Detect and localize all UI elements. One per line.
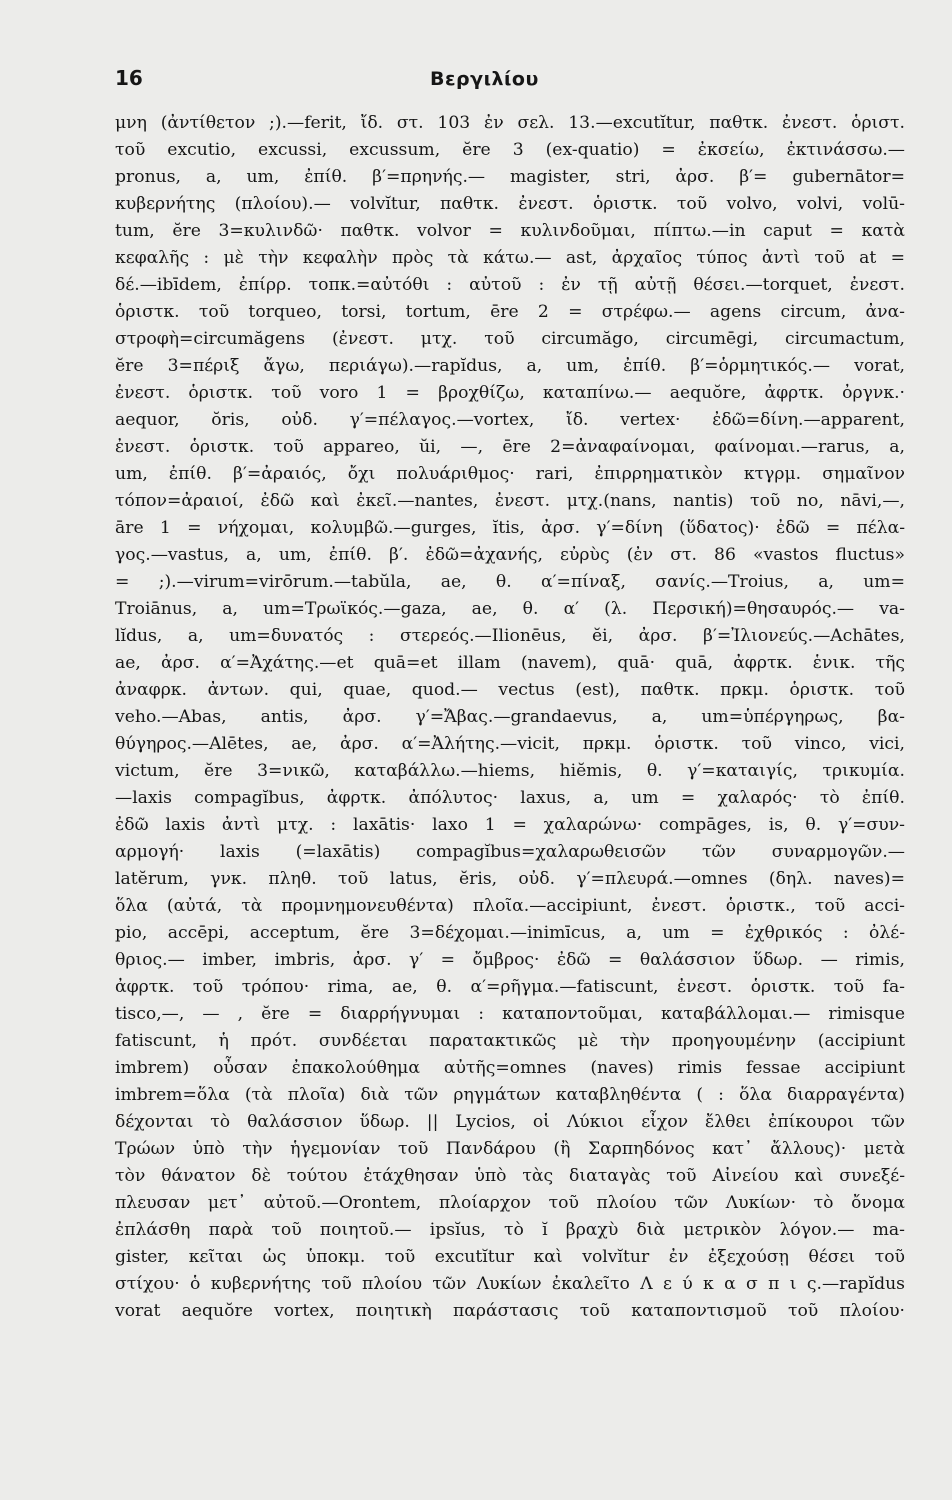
text-line: pio, accēpi, acceptum, ĕre 3=δέχομαι.—inimīcus, a, um = ἐχθρικός : ὀλέ- <box>115 923 905 943</box>
text-line: Τρώων ὑπὸ τὴν ἡγεμονίαν τοῦ Πανδάρου (ἢ Σαρπηδόνος κατ᾽ ἄλλους)· μετὰ <box>115 1139 905 1159</box>
text-line: ἐνεστ. ὁριστκ. τοῦ voro 1 = βροχθίζω, καταπίνω.— aequŏre, ἀφρτκ. ὀργνκ.· <box>115 383 905 403</box>
text-line: κεφαλῆς : μὲ τὴν κεφαλὴν πρὸς τὰ κάτω.— ast, ἀρχαῖος τύπος ἀντὶ τοῦ at = <box>115 248 905 268</box>
text-line: πλευσαν μετ᾽ αὐτοῦ.—Orontem, πλοίαρχον τοῦ πλοίου τῶν Λυκίων· τὸ ὄνομα <box>115 1193 905 1213</box>
text-line: āre 1 = νήχομαι, κολυμβῶ.—gurges, ĭtis, ἀρσ. γ′=δίνη (ὕδατος)· ἐδῶ = πέλα- <box>115 518 905 538</box>
text-line: στίχου· ὁ κυβερνήτης τοῦ πλοίου τῶν Λυκίων ἐκαλεῖτο Λ ε ύ κ α σ π ι ς.—rapĭdus <box>115 1274 905 1294</box>
text-line: θριος.— imber, imbris, ἀρσ. γ′ = ὄμβρος· ἐδῶ = θαλάσσιον ὕδωρ. — rimis, <box>115 950 905 970</box>
text-line: fatiscunt, ἡ πρότ. συνδέεται παρατακτικῶς μὲ τὴν προηγουμένην (accipiunt <box>115 1031 905 1051</box>
text-line: tum, ĕre 3=κυλινδῶ· παθτκ. volvor = κυλινδοῦμαι, πίπτω.—in caput = κατὰ <box>115 221 905 241</box>
text-line: vorat aequŏre vortex, ποιητικὴ παράστασις τοῦ καταποντισμοῦ τοῦ πλοίου· <box>115 1301 905 1321</box>
text-line: τὸν θάνατον δὲ τούτου ἐτάχθησαν ὑπὸ τὰς διαταγὰς τοῦ Αἰνείου καὶ συνεξέ- <box>115 1166 905 1186</box>
page-number: 16 <box>115 66 143 90</box>
text-line: imbrem=ὅλα (τὰ πλοῖα) διὰ τῶν ρηγμάτων καταβληθέντα ( : ὅλα διαρραγέντα) <box>115 1085 905 1105</box>
text-line: τόπον=ἀραιοί, ἐδῶ καὶ ἐκεῖ.—nantes, ἐνεστ. μτχ.(nans, nantis) τοῦ no, nāvi,—, <box>115 491 905 511</box>
text-line: μνη (ἀντίθετον ;).—ferit, ἴδ. στ. 103 ἐν σελ. 13.—excutĭtur, παθτκ. ἐνεστ. ὁριστ. <box>115 113 905 133</box>
text-line: ἀναφρκ. ἀντων. qui, quae, quod.— vectus (est), παθτκ. πρκμ. ὁριστκ. τοῦ <box>115 680 905 700</box>
text-line: victum, ĕre 3=νικῶ, καταβάλλω.—hiems, hiĕmis, θ. γ′=καταιγίς, τρικυμία. <box>115 761 905 781</box>
text-line: Troiānus, a, um=Τρωϊκός.—gaza, ae, θ. α′ (λ. Περσική)=θησαυρός.— va- <box>115 599 905 619</box>
text-line: δέ.—ibīdem, ἐπίρρ. τοπκ.=αὐτόθι : αὐτοῦ : ἐν τῇ αὐτῇ θέσει.—torquet, ἐνεστ. <box>115 275 905 295</box>
text-line: θύγηρος.—Alētes, ae, ἀρσ. α′=Ἀλήτης.—vicit, πρκμ. ὁριστκ. τοῦ vinco, vici, <box>115 734 905 754</box>
text-line: ὁριστκ. τοῦ torqueo, torsi, tortum, ēre 2 = στρέφω.— agens circum, ἀνα- <box>115 302 905 322</box>
text-line: ἀφρτκ. τοῦ τρόπου· rima, ae, θ. α′=ρῆγμα.—fatiscunt, ἐνεστ. ὁριστκ. τοῦ fa- <box>115 977 905 997</box>
text-line: κυβερνήτης (πλοίου).— volvĭtur, παθτκ. ἐνεστ. ὁριστκ. τοῦ volvo, volvi, volū- <box>115 194 905 214</box>
commentary-text <box>115 110 905 1325</box>
text-line: tisco,—, — , ĕre = διαρρήγνυμαι : καταποντοῦμαι, καταβάλλομαι.— rimisque <box>115 1004 905 1024</box>
text-line: aequor, ŏris, οὐδ. γ′=πέλαγος.—vortex, ἴδ. vertex· ἐδῶ=δίνη.—apparent, <box>115 410 905 430</box>
text-line: = ;).—virum=virōrum.—tabŭla, ae, θ. α′=πίναξ, σανίς.—Troius, a, um= <box>115 572 905 592</box>
text-line: pronus, a, um, ἐπίθ. β′=πρηνής.— magister, stri, ἀρσ. β′= gubernātor= <box>115 167 905 187</box>
text-line: imbrem) οὖσαν ἐπακολούθημα αὐτῆς=omnes (naves) rimis fessae accipiunt <box>115 1058 905 1078</box>
text-line: um, ἐπίθ. β′=ἀραιός, ὄχι πολυάριθμος· rari, ἐπιρρηματικὸν κτγρμ. σημαῖνον <box>115 464 905 484</box>
text-line: ἐδῶ laxis ἀντὶ μτχ. : laxātis· laxo 1 = χαλαρώνω· compāges, is, θ. γ′=συν- <box>115 815 905 835</box>
text-line: δέχονται τὸ θαλάσσιον ὕδωρ. || Lycios, οἱ Λύκιοι εἶχον ἔλθει ἐπίκουροι τῶν <box>115 1112 905 1132</box>
text-line: —laxis compagĭbus, ἀφρτκ. ἀπόλυτος· laxus, a, um = χαλαρός· τὸ ἐπίθ. <box>115 788 905 808</box>
text-line: ὅλα (αὐτά, τὰ προμνημονευθέντα) πλοῖα.—accipiunt, ἐνεστ. ὁριστκ., τοῦ acci- <box>115 896 905 916</box>
text-line: τοῦ excutio, excussi, excussum, ĕre 3 (ex-quatio) = ἐκσείω, ἐκτινάσσω.— <box>115 140 905 160</box>
text-line: αρμογή· laxis (=laxātis) compagĭbus=χαλαρωθεισῶν τῶν συναρμογῶν.— <box>115 842 905 862</box>
text-line: ae, ἀρσ. α′=Ἀχάτης.—et quā=et illam (navem), quā· quā, ἀφρτκ. ἑνικ. τῆς <box>115 653 905 673</box>
text-line: veho.—Abas, antis, ἀρσ. γ′=Ἄβας.—grandaevus, a, um=ὑπέργηρως, βα- <box>115 707 905 727</box>
text-line: lĭdus, a, um=δυνατός : στερεός.—Ilionēus, ĕi, ἀρσ. β′=Ἰλιονεύς.—Achātes, <box>115 626 905 646</box>
page-header <box>0 60 952 100</box>
text-line: στροφὴ=circumăgens (ἐνεστ. μτχ. τοῦ circumăgo, circumēgi, circumactum, <box>115 329 905 349</box>
text-line: gister, κεῖται ὡς ὑποκμ. τοῦ excutĭtur καὶ volvĭtur ἐν ἐξεχούσῃ θέσει τοῦ <box>115 1247 905 1267</box>
text-line: ἐνεστ. ὁριστκ. τοῦ appareo, ŭi, —, ēre 2=ἀναφαίνομαι, φαίνομαι.—rarus, a, <box>115 437 905 457</box>
text-line: ĕre 3=πέριξ ἄγω, περιάγω).—rapĭdus, a, um, ἐπίθ. β′=ὁρμητικός.— vorat, <box>115 356 905 376</box>
running-title: Βεργιλίου <box>430 68 539 90</box>
text-line: latĕrum, γνκ. πληθ. τοῦ latus, ĕris, οὐδ. γ′=πλευρά.—omnes (δηλ. naves)= <box>115 869 905 889</box>
text-line: γος.—vastus, a, um, ἐπίθ. β′. ἐδῶ=ἀχανής, εὐρὺς (ἐν στ. 86 «vastos fluctus» <box>115 545 905 565</box>
text-line: ἐπλάσθη παρὰ τοῦ ποιητοῦ.— ipsĭus, τὸ ĭ βραχὺ διὰ μετρικὸν λόγον.— ma- <box>115 1220 905 1240</box>
